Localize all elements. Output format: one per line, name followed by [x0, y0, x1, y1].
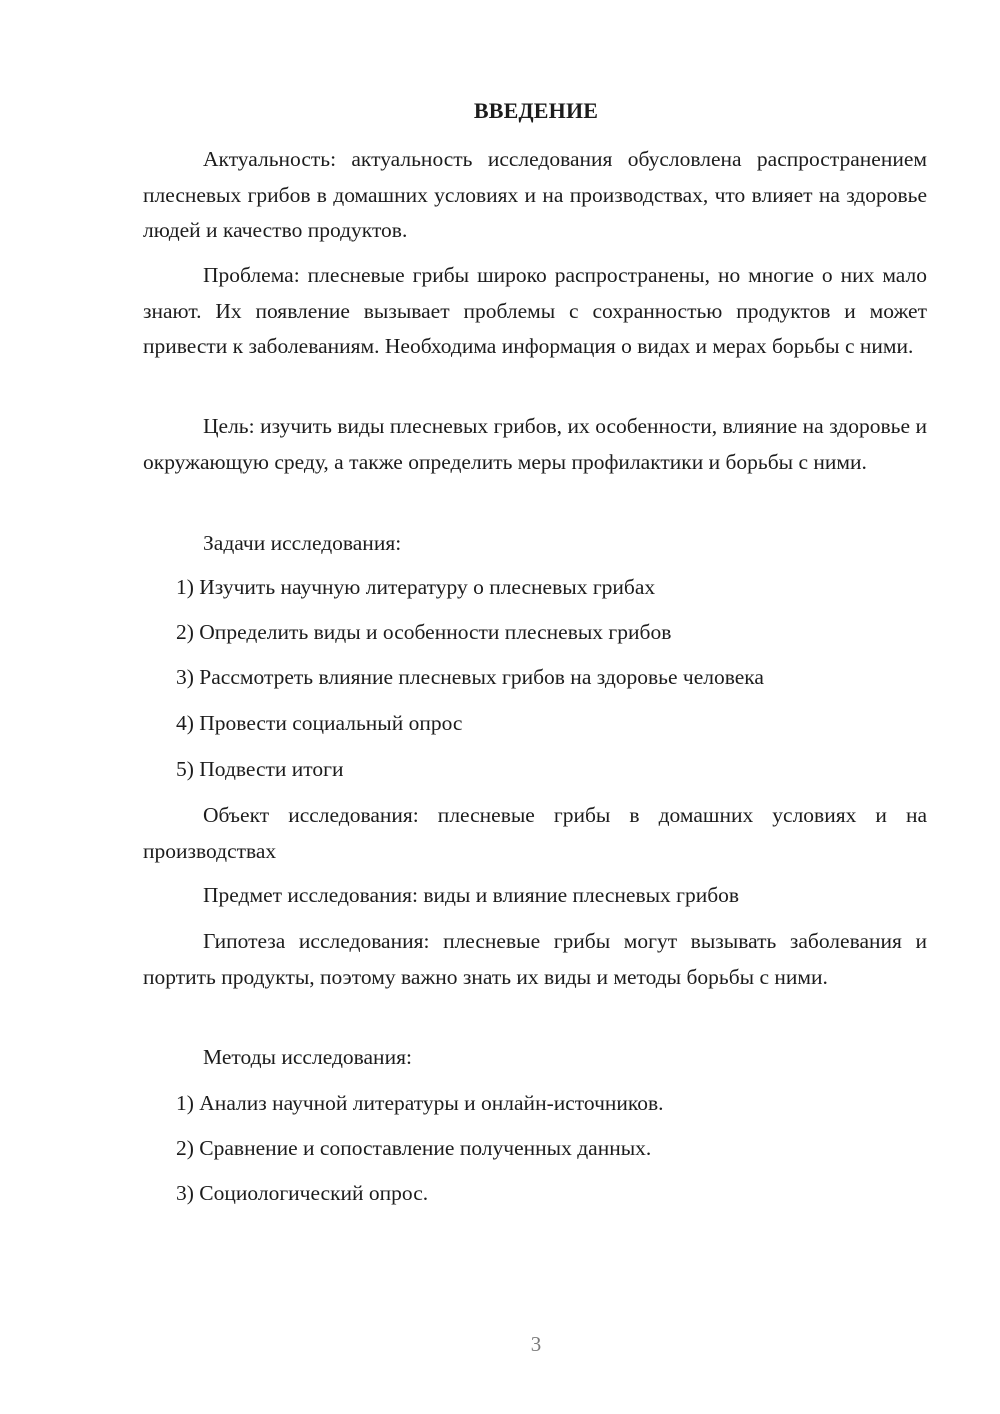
method-item-2: 2) Сравнение и сопоставление полученных данных. — [176, 1136, 652, 1160]
paragraph-problem: Проблема: плесневые грибы широко распространены, но многие о них мало знают. Их появление вызывает проблемы с сохранностью продуктов и может привести к заболеваниям. Необходима информация о видах и мерах борьбы с ними. — [143, 263, 927, 358]
method-item-3: 3) Социологический опрос. — [176, 1181, 429, 1205]
page-title: ВВЕДЕНИЕ — [473, 98, 599, 123]
tasks-heading: Задачи исследования: — [203, 531, 402, 555]
methods-heading: Методы исследования: — [203, 1045, 412, 1069]
page-number: 3 — [530, 1332, 542, 1356]
task-item-5: 5) Подвести итоги — [176, 757, 344, 781]
paragraph-goal: Цель: изучить виды плесневых грибов, их особенности, влияние на здоровье и окружающую среду, а также определить меры профилактики и борьбы с ними. — [143, 414, 927, 474]
task-item-3: 3) Рассмотреть влияние плесневых грибов на здоровье человека — [176, 665, 764, 689]
paragraph-subject: Предмет исследования: виды и влияние плесневых грибов — [203, 883, 740, 907]
paragraph-hypothesis: Гипотеза исследования: плесневые грибы могут вызывать заболевания и портить продукты, поэтому важно знать их виды и методы борьбы с ними. — [143, 929, 927, 989]
paragraph-relevance: Актуальность: актуальность исследования обусловлена распространением плесневых грибов в домашних условиях и на производствах, что влияет на здоровье людей и качество продуктов. — [143, 147, 927, 242]
task-item-2: 2) Определить виды и особенности плесневых грибов — [176, 620, 672, 644]
method-item-1: 1) Анализ научной литературы и онлайн-источников. — [176, 1091, 664, 1115]
paragraph-object: Объект исследования: плесневые грибы в домашних условиях и на производствах — [143, 803, 927, 863]
task-item-4: 4) Провести социальный опрос — [176, 711, 463, 735]
task-item-1: 1) Изучить научную литературу о плесневых грибах — [176, 575, 656, 599]
